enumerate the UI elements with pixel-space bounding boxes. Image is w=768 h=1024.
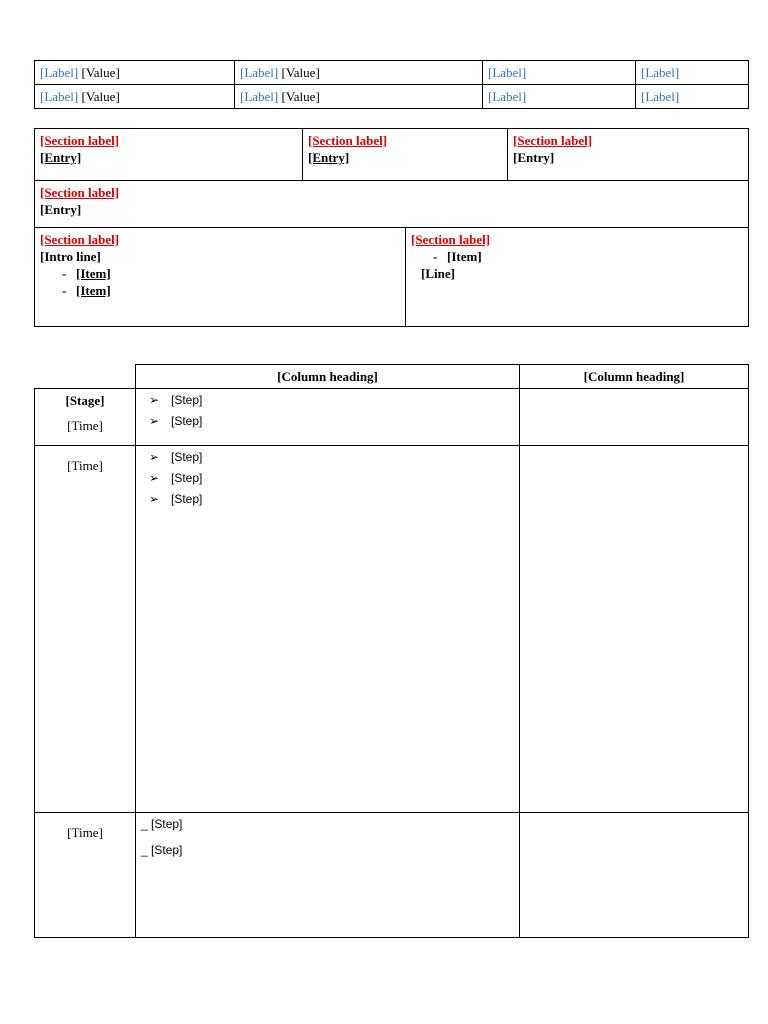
header-value: [Value] — [81, 89, 120, 104]
activity-steps — [141, 816, 514, 859]
stage-label: [Stage] — [65, 393, 105, 408]
stage-cell — [35, 446, 136, 813]
plan-cell-left — [35, 228, 406, 327]
header-label: [Label] — [240, 89, 279, 104]
activity-step: ➢ [Step] — [141, 413, 514, 430]
header-label: [Label] — [488, 65, 527, 80]
header-value: [Value] — [81, 65, 120, 80]
plan-value-b: [Entry] — [308, 150, 350, 165]
activity-step: ➢ [Step] — [141, 491, 514, 508]
plan-label-right: [Section label] — [411, 232, 491, 247]
plan-cell-a — [35, 129, 303, 181]
plan-label-b: [Section label] — [308, 133, 388, 148]
activity-step: _ [Step] — [141, 816, 514, 833]
header-cell — [483, 85, 636, 109]
plan-row-middle — [35, 181, 749, 228]
header-label: [Label] — [40, 65, 79, 80]
header-cell — [636, 61, 749, 85]
header-cell — [483, 61, 636, 85]
plan-tail-right: [Line] — [421, 266, 455, 281]
plan-value-a: [Entry] — [40, 150, 82, 165]
activity-row — [35, 389, 749, 446]
plan-label-a: [Section label] — [40, 133, 120, 148]
plan-list-right — [411, 248, 743, 265]
plan-cell-right — [406, 228, 749, 327]
plan-value-wide: [Entry] — [40, 202, 82, 217]
plan-list-item: - [Item] — [40, 282, 400, 299]
plan-row-top — [35, 129, 749, 181]
activity-step: ➢ [Step] — [141, 449, 514, 466]
activity-step: _ [Step] — [141, 842, 514, 859]
plan-label-left: [Section label] — [40, 232, 120, 247]
header-value: [Value] — [281, 89, 320, 104]
plan-row-bottom — [35, 228, 749, 327]
plan-list-left — [40, 265, 400, 299]
stage-cell — [35, 813, 136, 938]
header-cell — [235, 85, 483, 109]
activity-steps-cell — [136, 813, 520, 938]
plan-list-item: - [Item] — [40, 265, 400, 282]
header-label: [Label] — [40, 89, 79, 104]
activities-table — [34, 364, 749, 938]
plan-cell-wide — [35, 181, 749, 228]
activity-step: ➢ [Step] — [141, 392, 514, 409]
activity-step: ➢ [Step] — [141, 470, 514, 487]
header-label: [Label] — [641, 89, 680, 104]
stage-time: [Time] — [67, 418, 103, 433]
header-cell — [636, 85, 749, 109]
header-label: [Label] — [641, 65, 680, 80]
plan-cell-b — [303, 129, 508, 181]
stage-cell — [35, 389, 136, 446]
activity-row — [35, 813, 749, 938]
activities-corner — [35, 365, 136, 389]
header-cell — [35, 85, 235, 109]
activity-row — [35, 446, 749, 813]
comments-column-heading: [Column heading] — [520, 365, 749, 389]
activity-steps — [141, 449, 514, 508]
comment-cell — [520, 446, 749, 813]
plan-value-c: [Entry] — [513, 150, 555, 165]
header-value: [Value] — [281, 65, 320, 80]
header-row-2 — [35, 85, 749, 109]
plan-cell-c — [508, 129, 749, 181]
activities-column-heading: [Column heading] — [136, 365, 520, 389]
stage-time: [Time] — [67, 458, 103, 473]
header-cell — [235, 61, 483, 85]
plan-label-c: [Section label] — [513, 133, 593, 148]
header-label: [Label] — [240, 65, 279, 80]
header-table — [34, 60, 749, 109]
activity-steps-cell — [136, 389, 520, 446]
activity-steps-cell — [136, 446, 520, 813]
header-cell — [35, 61, 235, 85]
stage-time: [Time] — [67, 825, 103, 840]
header-label: [Label] — [488, 89, 527, 104]
comment-cell — [520, 813, 749, 938]
plan-label-wide: [Section label] — [40, 185, 120, 200]
planning-table — [34, 128, 749, 327]
comment-cell — [520, 389, 749, 446]
plan-list-item: - [Item] — [411, 248, 743, 265]
activities-header-row — [35, 365, 749, 389]
activity-steps — [141, 392, 514, 430]
plan-intro-left: [Intro line] — [40, 249, 101, 264]
header-row-1 — [35, 61, 749, 85]
